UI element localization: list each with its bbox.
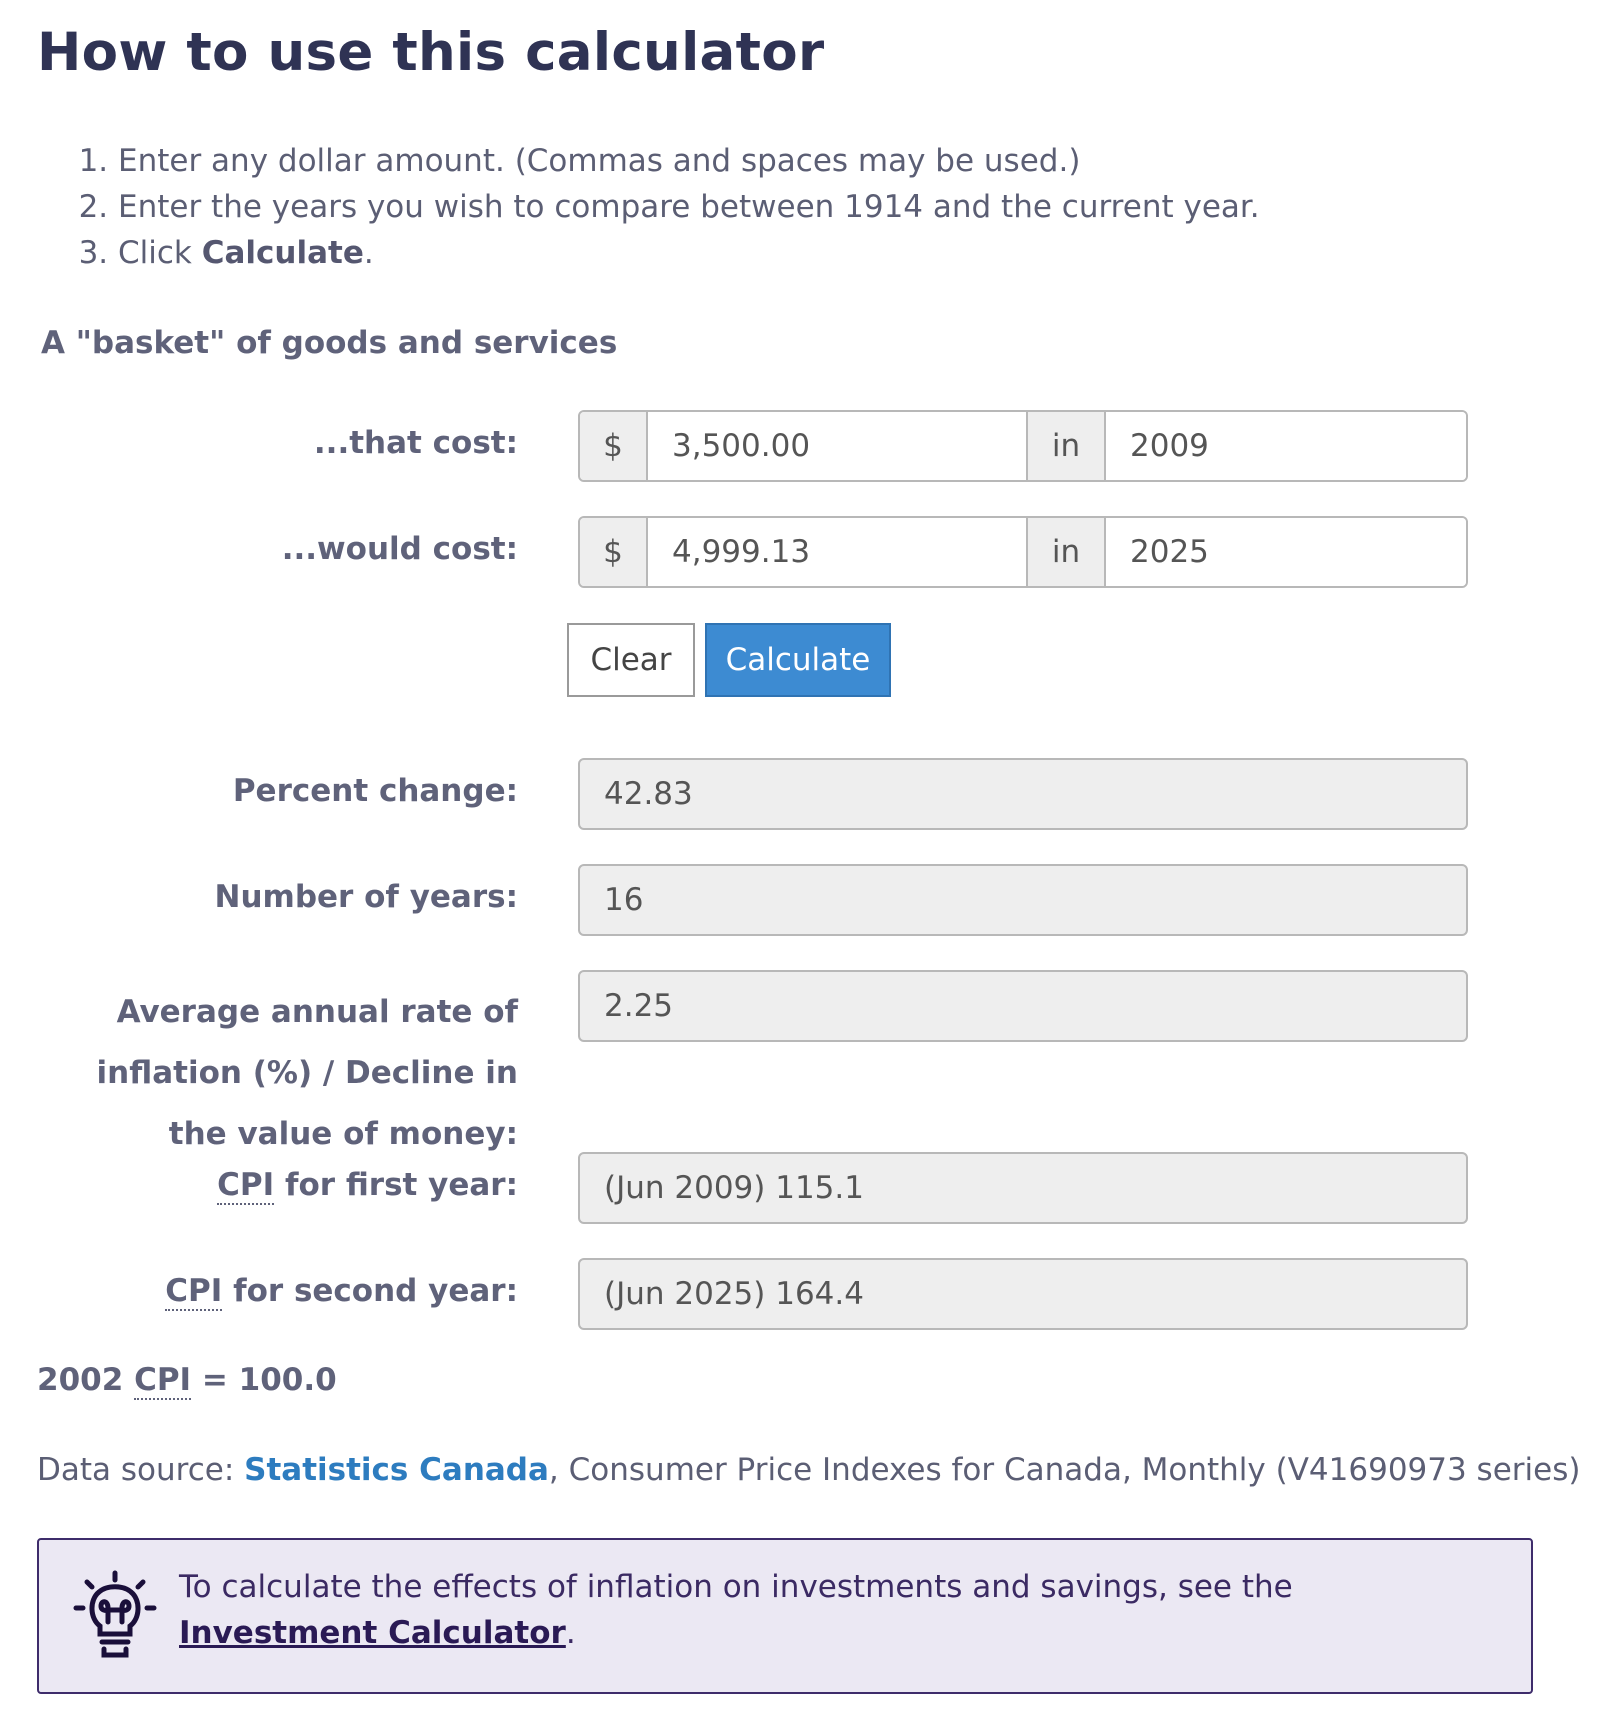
calculate-button[interactable]: Calculate [705,623,891,697]
step-item: 1. Enter any dollar amount. (Commas and spaces may be used.) [118,138,1518,184]
data-source-note: Data source: Statistics Canada, Consumer Price Indexes for Canada, Monthly (V41690973 series) [37,1452,1581,1488]
statistics-canada-link[interactable]: Statistics Canada [244,1452,549,1488]
dollar-addon: $ [580,412,648,480]
step-calculate-keyword: Calculate [201,235,364,271]
in-addon: in [1026,412,1106,480]
basket-heading: A "basket" of goods and services [41,325,618,361]
tip-text: To calculate the effects of inflation on investments and savings, see the Investment Calculator. [179,1569,1293,1651]
that-cost-input-group [578,410,1468,482]
would-cost-amount-input[interactable]: 4,999.13 [648,518,1026,586]
in-addon: in [1026,518,1106,586]
lightbulb-icon [73,1570,157,1660]
would-cost-label: ...would cost: [281,531,518,567]
instructions-list [60,138,1518,276]
cpi-abbreviation[interactable]: CPI [134,1362,192,1398]
cpi-abbreviation[interactable]: CPI [217,1167,275,1203]
step-item: 2. Enter the years you wish to compare between 1914 and the current year. [118,184,1518,230]
cpi-baseline-note: 2002 CPI = 100.0 [37,1362,337,1398]
cpi-second-year-output: (Jun 2025) 164.4 [578,1258,1468,1330]
percent-change-output: 42.83 [578,758,1468,830]
that-cost-label: ...that cost: [313,425,518,461]
step-item: 3. Click Calculate. [118,230,1518,276]
clear-button[interactable]: Clear [567,623,695,697]
that-cost-amount-input[interactable]: 3,500.00 [648,412,1026,480]
cpi-second-year-label: CPI for second year: [165,1273,518,1309]
that-cost-year-input[interactable]: 2009 [1106,412,1466,480]
percent-change-label: Percent change: [232,773,518,809]
average-annual-rate-label: Average annual rate of inflation (%) / Decline in the value of money: [96,994,518,1152]
number-of-years-label: Number of years: [214,879,518,915]
tip-callout [37,1538,1533,1694]
average-annual-rate-output: 2.25 [578,970,1468,1042]
page-title: How to use this calculator [37,22,825,83]
would-cost-year-input[interactable]: 2025 [1106,518,1466,586]
cpi-abbreviation[interactable]: CPI [165,1273,223,1309]
cpi-first-year-label: CPI for first year: [217,1167,518,1203]
number-of-years-output: 16 [578,864,1468,936]
would-cost-input-group [578,516,1468,588]
investment-calculator-link[interactable]: Investment Calculator [179,1615,566,1651]
dollar-addon: $ [580,518,648,586]
cpi-first-year-output: (Jun 2009) 115.1 [578,1152,1468,1224]
